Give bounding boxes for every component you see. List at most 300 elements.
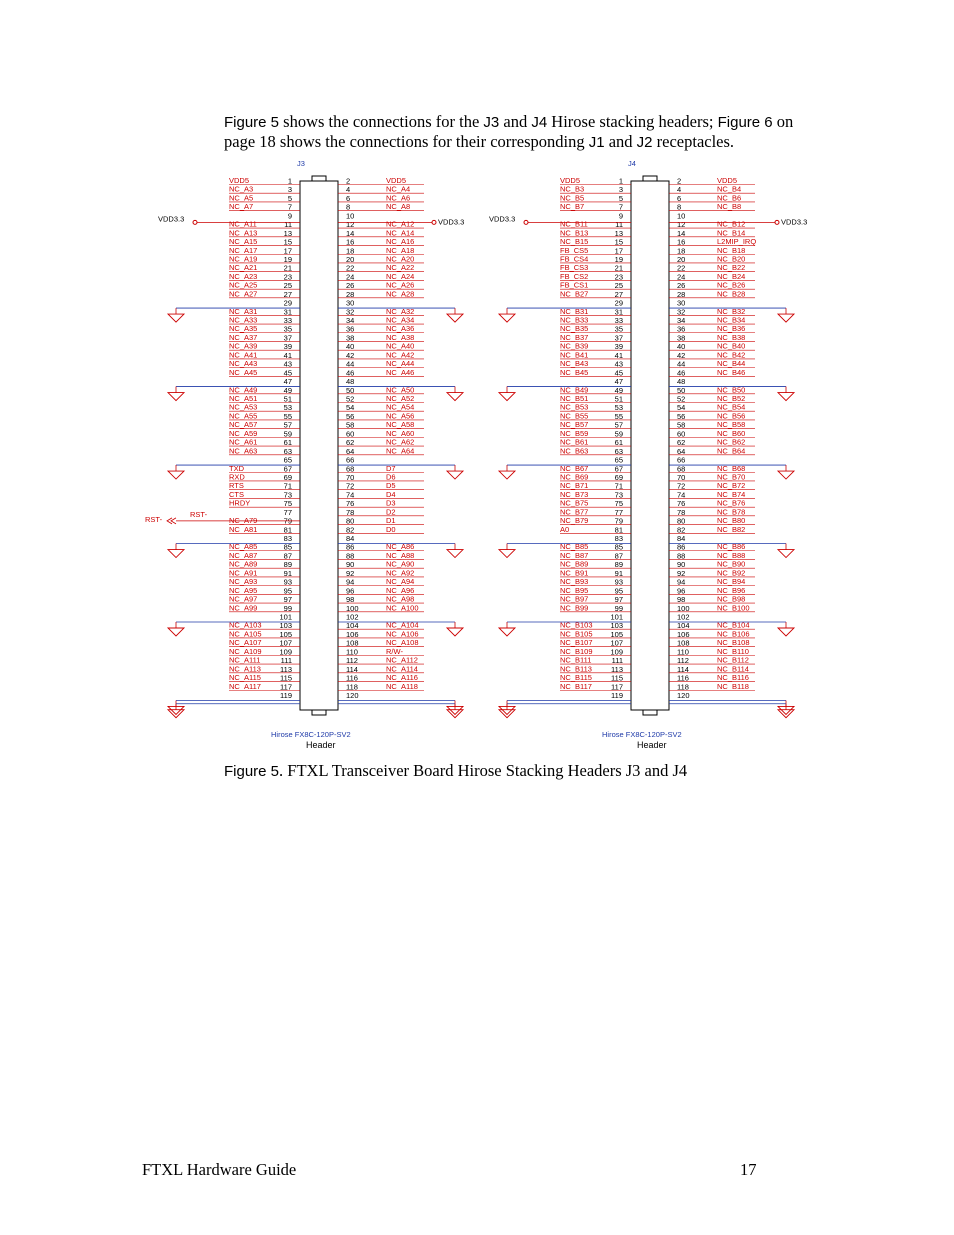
pin-number: 47 bbox=[283, 377, 292, 387]
pin-number: 71 bbox=[614, 481, 623, 491]
pin-number: 27 bbox=[614, 289, 623, 299]
net-label: NC_A86 bbox=[386, 542, 415, 552]
pin-number: 50 bbox=[677, 385, 686, 395]
pin-number: 94 bbox=[677, 577, 686, 587]
pin-number: 78 bbox=[677, 507, 686, 517]
pin-number: 42 bbox=[346, 350, 355, 360]
pin-number: 111 bbox=[611, 656, 623, 666]
net-label: NC_B94 bbox=[717, 577, 746, 587]
pin-number: 32 bbox=[677, 307, 686, 317]
pin-number: 44 bbox=[677, 359, 686, 369]
pin-number: 116 bbox=[677, 673, 689, 683]
net-label: NC_A16 bbox=[386, 237, 415, 247]
pin-number: 55 bbox=[614, 411, 623, 421]
pin-number: 70 bbox=[346, 472, 355, 482]
net-label: NC_A111 bbox=[229, 655, 261, 665]
net-label: R/W- bbox=[386, 646, 403, 656]
pin-number: 61 bbox=[614, 438, 623, 448]
net-label: NC_B46 bbox=[717, 367, 746, 377]
pin-number: 75 bbox=[614, 499, 623, 509]
ground-symbol bbox=[168, 550, 184, 558]
net-label: NC_A62 bbox=[386, 437, 415, 447]
net-label: NC_B85 bbox=[560, 542, 589, 552]
pin-number: 56 bbox=[677, 411, 686, 421]
pin-number: 20 bbox=[346, 254, 355, 264]
net-label: NC_A116 bbox=[386, 673, 418, 683]
net-label: NC_B113 bbox=[560, 664, 592, 674]
pin-number: 88 bbox=[346, 551, 355, 561]
ground-symbol bbox=[168, 710, 184, 718]
pin-number: 43 bbox=[283, 359, 292, 369]
net-label: NC_A103 bbox=[229, 620, 262, 630]
pin-number: 77 bbox=[614, 507, 623, 517]
ground-symbol bbox=[778, 314, 794, 322]
pin-number: 30 bbox=[677, 298, 686, 308]
pin-number: 103 bbox=[610, 621, 623, 631]
pin-number: 55 bbox=[283, 411, 292, 421]
intro-text-5: and bbox=[604, 132, 637, 151]
pin-number: 72 bbox=[677, 481, 686, 491]
net-label: D6 bbox=[386, 472, 396, 482]
pin-number: 52 bbox=[677, 394, 686, 404]
pin-number: 14 bbox=[346, 228, 355, 238]
net-label: NC_B38 bbox=[717, 332, 746, 342]
pin-number: 90 bbox=[677, 560, 686, 570]
pin-number: 4 bbox=[346, 185, 351, 195]
net-label: NC_B52 bbox=[717, 394, 746, 403]
net-label: NC_B53 bbox=[560, 402, 589, 412]
net-label: NC_A104 bbox=[386, 620, 419, 630]
pin-number: 80 bbox=[346, 516, 355, 526]
net-label: NC_A37 bbox=[229, 332, 258, 342]
pin-number: 118 bbox=[346, 682, 358, 692]
net-label: NC_A105 bbox=[229, 629, 262, 639]
pin-number: 46 bbox=[346, 368, 355, 378]
figure-5-link[interactable]: Figure 5 bbox=[224, 114, 280, 131]
pin-number: 112 bbox=[677, 656, 689, 666]
pin-number: 6 bbox=[677, 193, 682, 203]
figure-caption bbox=[224, 761, 687, 781]
net-label: NC_A28 bbox=[386, 289, 415, 299]
pin-number: 31 bbox=[283, 307, 292, 317]
net-label: NC_B116 bbox=[717, 673, 749, 683]
net-label: NC_B89 bbox=[560, 559, 589, 569]
net-label: NC_B96 bbox=[717, 585, 746, 595]
pin-number: 79 bbox=[614, 516, 623, 526]
pin-number: 21 bbox=[614, 263, 623, 273]
pin-number: 39 bbox=[614, 342, 623, 352]
pin-number: 16 bbox=[677, 237, 686, 247]
pin-number: 90 bbox=[346, 560, 355, 570]
pin-number: 79 bbox=[283, 516, 292, 526]
ground-symbol bbox=[168, 471, 184, 479]
ground-symbol bbox=[447, 628, 463, 636]
net-label: NC_B110 bbox=[717, 646, 749, 656]
net-label: NC_B106 bbox=[717, 629, 750, 639]
pin-number: 106 bbox=[677, 629, 690, 639]
net-label: NC_A117 bbox=[229, 681, 261, 691]
net-label: L2MIP_IRQ bbox=[717, 237, 757, 247]
net-label: NC_A53 bbox=[229, 402, 258, 412]
pin-number: 67 bbox=[283, 464, 292, 474]
net-label: NC_B78 bbox=[717, 507, 746, 517]
net-label: NC_B79 bbox=[560, 516, 589, 526]
pin-number: 104 bbox=[677, 621, 690, 631]
pin-number: 95 bbox=[283, 586, 292, 596]
pin-number: 10 bbox=[346, 211, 355, 221]
net-label: NC_B62 bbox=[717, 437, 746, 447]
vdd-terminal-left bbox=[524, 220, 528, 224]
net-label: NC_B107 bbox=[560, 638, 593, 648]
net-label: NC_A5 bbox=[229, 193, 254, 203]
j4-ref: J4 bbox=[531, 114, 548, 131]
net-label: NC_A54 bbox=[386, 402, 415, 412]
pin-number: 45 bbox=[614, 368, 623, 378]
pin-number: 59 bbox=[614, 429, 623, 439]
header-type-label: Header bbox=[637, 740, 667, 750]
net-label: NC_A43 bbox=[229, 359, 258, 369]
pin-number: 24 bbox=[677, 272, 686, 282]
pin-number: 85 bbox=[283, 542, 292, 552]
pin-number: 101 bbox=[610, 612, 623, 622]
pin-number: 100 bbox=[677, 603, 690, 613]
pin-number: 5 bbox=[287, 193, 292, 203]
net-label: NC_A39 bbox=[229, 341, 258, 351]
net-label: NC_A15 bbox=[229, 237, 258, 247]
ground-symbol bbox=[499, 314, 515, 322]
net-label: NC_A4 bbox=[386, 184, 411, 194]
net-label: D2 bbox=[386, 507, 396, 517]
net-label: NC_A81 bbox=[229, 524, 258, 534]
pin-number: 56 bbox=[346, 411, 355, 421]
pin-number: 50 bbox=[346, 385, 355, 395]
pin-number: 48 bbox=[346, 377, 355, 387]
intro-text-2: and bbox=[499, 112, 532, 131]
net-label: NC_B72 bbox=[717, 481, 746, 491]
pin-number: 115 bbox=[611, 673, 623, 683]
net-label: NC_B86 bbox=[717, 542, 746, 552]
net-label: NC_A60 bbox=[386, 428, 415, 438]
net-label: NC_A18 bbox=[386, 245, 415, 255]
pin-number: 63 bbox=[283, 446, 292, 456]
pin-number: 76 bbox=[346, 499, 355, 509]
ground-symbol bbox=[778, 393, 794, 401]
pin-number: 96 bbox=[677, 586, 686, 596]
pin-number: 13 bbox=[614, 228, 623, 238]
net-label: NC_B93 bbox=[560, 577, 589, 587]
net-label: NC_B70 bbox=[717, 472, 746, 482]
pin-number: 39 bbox=[283, 342, 292, 352]
net-label: NC_B13 bbox=[560, 228, 589, 238]
ground-symbol bbox=[499, 471, 515, 479]
net-label: NC_A91 bbox=[229, 568, 258, 578]
pin-number: 84 bbox=[346, 534, 355, 544]
vdd-label-left: VDD3.3 bbox=[489, 214, 516, 224]
ground-symbol bbox=[499, 550, 515, 558]
net-label: NC_B82 bbox=[717, 524, 746, 534]
net-label: NC_A96 bbox=[386, 585, 415, 595]
net-label: NC_A27 bbox=[229, 289, 258, 299]
pin-number: 98 bbox=[677, 595, 686, 605]
pin-number: 9 bbox=[618, 211, 623, 221]
pin-number: 41 bbox=[283, 350, 292, 360]
ground-symbol bbox=[447, 550, 463, 558]
net-label: RXD bbox=[229, 472, 245, 482]
pin-number: 102 bbox=[677, 612, 690, 622]
net-label: NC_B4 bbox=[717, 184, 742, 194]
pin-number: 37 bbox=[283, 333, 292, 343]
pin-number: 3 bbox=[287, 185, 292, 195]
net-label: NC_B6 bbox=[717, 193, 742, 203]
net-label: VDD5 bbox=[717, 176, 738, 185]
pin-number: 87 bbox=[614, 551, 623, 561]
caption-figure-label: Figure 5 bbox=[224, 763, 280, 780]
pin-number: 52 bbox=[346, 394, 355, 404]
vdd-terminal-right bbox=[775, 220, 779, 224]
net-label: NC_B54 bbox=[717, 402, 746, 412]
ground-symbol bbox=[778, 628, 794, 636]
ground-symbol bbox=[447, 471, 463, 479]
pin-number: 68 bbox=[346, 464, 355, 474]
pin-number: 5 bbox=[618, 193, 623, 203]
net-label: NC_B90 bbox=[717, 559, 746, 569]
net-label: NC_B49 bbox=[560, 385, 589, 395]
j1-ref: J1 bbox=[588, 134, 605, 151]
pin-number: 58 bbox=[677, 420, 686, 430]
pin-number: 89 bbox=[614, 560, 623, 570]
net-label: NC_A14 bbox=[386, 228, 415, 238]
net-label: VDD5 bbox=[386, 176, 407, 185]
net-label: D1 bbox=[386, 516, 396, 526]
pin-number: 17 bbox=[614, 246, 623, 256]
pin-number: 93 bbox=[283, 577, 292, 587]
net-label: NC_B117 bbox=[560, 681, 592, 691]
header-part-label: Hirose FX8C-120P-SV2 bbox=[602, 730, 682, 739]
pin-number: 110 bbox=[677, 647, 689, 657]
net-label: NC_A21 bbox=[229, 263, 258, 273]
net-label: NC_A92 bbox=[386, 568, 415, 578]
pin-number: 14 bbox=[677, 228, 686, 238]
net-label: NC_B98 bbox=[717, 594, 746, 604]
net-label: FB_CS5 bbox=[560, 245, 589, 255]
net-label: NC_B63 bbox=[560, 446, 589, 456]
net-label: NC_A108 bbox=[386, 638, 419, 648]
pin-number: 71 bbox=[283, 481, 292, 491]
connector-body bbox=[631, 181, 669, 710]
net-label: FB_CS4 bbox=[560, 254, 589, 264]
pin-number: 29 bbox=[283, 298, 292, 308]
net-label: NC_B5 bbox=[560, 193, 585, 203]
net-label: NC_B27 bbox=[560, 289, 589, 299]
j2-ref: J2 bbox=[636, 134, 653, 151]
net-label: NC_B73 bbox=[560, 489, 589, 499]
pin-number: 101 bbox=[279, 612, 292, 622]
pin-number: 51 bbox=[283, 394, 292, 404]
pin-number: 83 bbox=[614, 534, 623, 544]
pin-number: 114 bbox=[346, 664, 358, 674]
net-label: NC_A79 bbox=[229, 516, 258, 526]
ground-symbol bbox=[499, 628, 515, 636]
net-label: NC_A51 bbox=[229, 394, 258, 403]
pin-number: 8 bbox=[677, 202, 682, 212]
pin-number: 113 bbox=[280, 664, 292, 674]
net-label: NC_A17 bbox=[229, 245, 258, 255]
pin-number: 57 bbox=[614, 420, 623, 430]
net-label: NC_A95 bbox=[229, 585, 258, 595]
net-label: NC_B37 bbox=[560, 332, 589, 342]
ground-symbol bbox=[778, 710, 794, 718]
pin-number: 18 bbox=[677, 246, 686, 256]
pin-number: 33 bbox=[283, 316, 292, 326]
net-label: NC_B99 bbox=[560, 603, 589, 613]
net-label: NC_A50 bbox=[386, 385, 415, 395]
net-label: NC_A31 bbox=[229, 306, 258, 316]
net-label: FB_CS1 bbox=[560, 280, 589, 290]
pin-number: 60 bbox=[677, 429, 686, 439]
ground-symbol bbox=[499, 393, 515, 401]
vdd-label-left: VDD3.3 bbox=[158, 214, 185, 224]
net-label: NC_A55 bbox=[229, 411, 258, 421]
net-label: NC_A38 bbox=[386, 332, 415, 342]
net-label: NC_B11 bbox=[560, 219, 588, 229]
net-label: NC_B64 bbox=[717, 446, 746, 456]
net-label: NC_B104 bbox=[717, 620, 750, 630]
net-label: NC_B59 bbox=[560, 428, 589, 438]
pin-number: 23 bbox=[614, 272, 623, 282]
net-label: NC_B95 bbox=[560, 585, 589, 595]
pin-number: 76 bbox=[677, 499, 686, 509]
caption-text: . FTXL Transceiver Board Hirose Stacking Headers J3 and J4 bbox=[279, 761, 688, 780]
net-label: HRDY bbox=[229, 498, 251, 508]
net-label: NC_A44 bbox=[386, 359, 415, 369]
net-label: NC_A93 bbox=[229, 577, 258, 587]
pin-number: 62 bbox=[677, 438, 686, 448]
intro-text-3: Hirose stacking headers; bbox=[547, 112, 718, 131]
net-label: NC_A59 bbox=[229, 428, 258, 438]
pin-number: 27 bbox=[283, 289, 292, 299]
net-label: NC_B111 bbox=[560, 655, 592, 665]
pin-number: 81 bbox=[614, 525, 623, 535]
net-label: NC_B24 bbox=[717, 271, 746, 281]
net-label: NC_B105 bbox=[560, 629, 593, 639]
net-label: NC_A22 bbox=[386, 263, 415, 273]
pin-number: 53 bbox=[614, 403, 623, 413]
net-label: A0 bbox=[560, 524, 570, 534]
pin-number: 54 bbox=[346, 403, 355, 413]
net-label: NC_A118 bbox=[386, 681, 418, 691]
net-label: NC_B8 bbox=[717, 202, 742, 212]
pin-number: 109 bbox=[279, 647, 292, 657]
pin-number: 69 bbox=[614, 472, 623, 482]
rst-offpage-label: RST- bbox=[145, 514, 163, 524]
net-label: NC_A25 bbox=[229, 280, 258, 290]
net-label: NC_B12 bbox=[717, 219, 746, 229]
pin-number: 15 bbox=[283, 237, 292, 247]
pin-number: 117 bbox=[611, 682, 623, 692]
pin-number: 81 bbox=[283, 525, 292, 535]
net-label: NC_A46 bbox=[386, 367, 415, 377]
pin-number: 95 bbox=[614, 586, 623, 596]
net-label: NC_A32 bbox=[386, 306, 415, 316]
pin-number: 86 bbox=[346, 542, 355, 552]
pin-number: 26 bbox=[346, 281, 355, 291]
net-label: NC_B108 bbox=[717, 638, 750, 648]
pin-number: 86 bbox=[677, 542, 686, 552]
pin-number: 74 bbox=[346, 490, 355, 500]
pin-number: 105 bbox=[279, 629, 292, 639]
header-type-label: Header bbox=[306, 740, 336, 750]
net-label: NC_B77 bbox=[560, 507, 589, 517]
net-label: NC_B100 bbox=[717, 603, 750, 613]
net-label: NC_B14 bbox=[717, 228, 746, 238]
pin-number: 47 bbox=[614, 377, 623, 387]
pin-number: 102 bbox=[346, 612, 359, 622]
pin-number: 2 bbox=[346, 176, 351, 186]
pin-number: 96 bbox=[346, 586, 355, 596]
net-label: NC_B26 bbox=[717, 280, 746, 290]
pin-number: 99 bbox=[614, 603, 623, 613]
pin-number: 7 bbox=[287, 202, 292, 212]
footer-title: FTXL Hardware Guide bbox=[142, 1160, 297, 1179]
pin-number: 49 bbox=[283, 385, 292, 395]
pin-number: 65 bbox=[614, 455, 623, 465]
pin-number: 91 bbox=[283, 568, 292, 578]
ground-symbol bbox=[499, 710, 515, 718]
pin-number: 11 bbox=[284, 220, 292, 230]
pin-number: 98 bbox=[346, 595, 355, 605]
net-label: TXD bbox=[229, 463, 244, 473]
pin-number: 21 bbox=[283, 263, 292, 273]
pin-number: 78 bbox=[346, 507, 355, 517]
figure-6-link[interactable]: Figure 6 bbox=[717, 114, 773, 131]
pin-number: 38 bbox=[677, 333, 686, 343]
net-label: NC_A94 bbox=[386, 577, 415, 587]
net-label: NC_B58 bbox=[717, 420, 746, 430]
ground-symbol bbox=[778, 471, 794, 479]
net-label: NC_A106 bbox=[386, 629, 419, 639]
pin-number: 87 bbox=[283, 551, 292, 561]
vdd-label-right: VDD3.3 bbox=[781, 217, 808, 227]
net-label: NC_B44 bbox=[717, 359, 746, 369]
pin-number: 108 bbox=[346, 638, 359, 648]
pin-number: 64 bbox=[677, 446, 686, 456]
pin-number: 36 bbox=[677, 324, 686, 334]
pin-number: 35 bbox=[283, 324, 292, 334]
pin-number: 60 bbox=[346, 429, 355, 439]
pin-number: 59 bbox=[283, 429, 292, 439]
net-label: NC_A115 bbox=[229, 673, 261, 683]
net-label: NC_A49 bbox=[229, 385, 258, 395]
net-label: NC_A40 bbox=[386, 341, 415, 351]
page-number: 17 bbox=[740, 1160, 757, 1179]
pin-number: 82 bbox=[677, 525, 686, 535]
net-label: VDD5 bbox=[229, 176, 250, 185]
pin-number: 115 bbox=[280, 673, 292, 683]
net-label: NC_A3 bbox=[229, 184, 254, 194]
pin-number: 22 bbox=[677, 263, 686, 273]
net-label: NC_A63 bbox=[229, 446, 258, 456]
vdd-terminal-left bbox=[193, 220, 197, 224]
net-label: NC_A12 bbox=[386, 219, 415, 229]
pin-number: 114 bbox=[677, 664, 689, 674]
pin-number: 40 bbox=[346, 342, 355, 352]
pin-number: 17 bbox=[283, 246, 292, 256]
pin-number: 108 bbox=[677, 638, 690, 648]
net-label: NC_A8 bbox=[386, 202, 411, 212]
pin-number: 97 bbox=[283, 595, 292, 605]
pin-number: 12 bbox=[346, 220, 355, 230]
net-label: NC_B39 bbox=[560, 341, 589, 351]
